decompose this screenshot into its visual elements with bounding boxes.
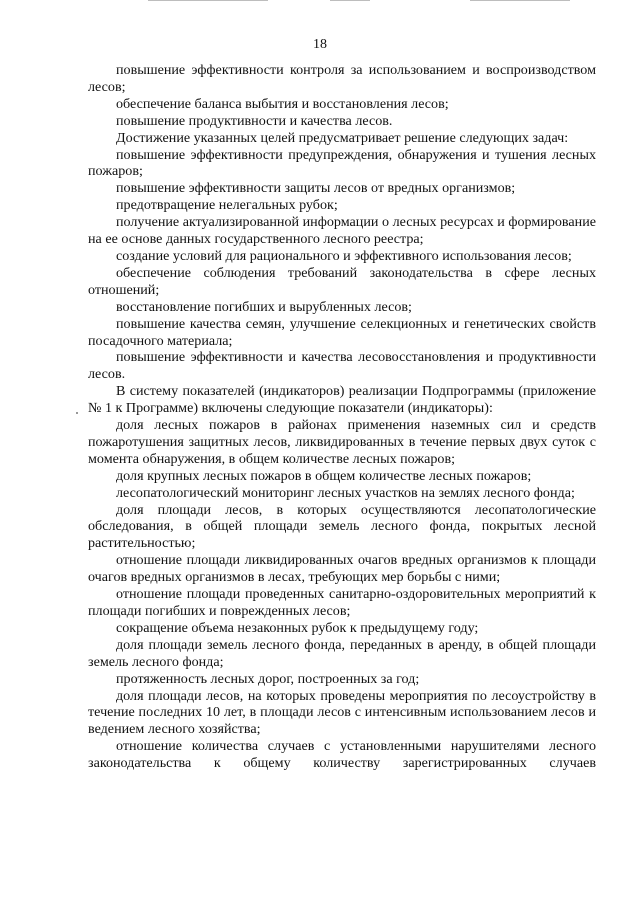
paragraph: В систему показателей (индикаторов) реализации Подпрограммы (приложение № 1 к Программе) включены следующие показатели (индикаторы): [88, 383, 596, 417]
paragraph: лесопатологический мониторинг лесных участков на землях лесного фонда; [116, 484, 575, 501]
paragraph: создание условий для рационального и эффективного использования лесов; [116, 247, 572, 264]
paragraph: обеспечение баланса выбытия и восстановления лесов; [116, 95, 449, 112]
paragraph: доля площади лесов, на которых проведены мероприятия по лесоустройству в течение последних 10 лет, в площади лесов с интенсивным использованием лесов и ведением лесного хозяйства; [88, 687, 596, 738]
paragraph: доля крупных лесных пожаров в общем количестве лесных пожаров; [116, 467, 532, 484]
document-body [88, 62, 596, 772]
paragraph: доля лесных пожаров в районах применения наземных сил и средств пожаротушения защитных лесов, ликвидированных в течение первых двух суток с момента обнаружения, в общем количестве лесных пожаров; [88, 417, 596, 467]
paragraph: повышение продуктивности и качества лесов. [116, 112, 393, 129]
scan-edge-mark [330, 0, 370, 1]
paragraph: повышение качества семян, улучшение селекционных и генетических свойств посадочного материала; [88, 315, 596, 349]
paragraph: доля площади лесов, в которых осуществляются лесопатологические обследования, в общей площади земель лесного фонда, покрытых лесной растительностью; [88, 501, 596, 552]
scan-edge-mark [470, 0, 570, 1]
paragraph: отношение площади ликвидированных очагов вредных организмов к площади очагов вредных организмов в лесах, требующих мер борьбы с ними; [88, 552, 596, 586]
paragraph: повышение эффективности и качества лесовосстановления и продуктивности лесов. [88, 349, 596, 383]
paragraph: предотвращение нелегальных рубок; [116, 197, 338, 214]
paragraph: Достижение указанных целей предусматривает решение следующих задач: [116, 129, 569, 146]
paragraph: повышение эффективности контроля за использованием и воспроизводством лесов; [88, 62, 596, 95]
scan-speck [76, 412, 78, 414]
page-number: 18 [313, 37, 327, 52]
paragraph: протяженность лесных дорог, построенных за год; [116, 670, 420, 687]
paragraph: отношение площади проведенных санитарно-оздоровительных мероприятий к площади погибших и поврежденных лесов; [88, 586, 596, 619]
paragraph: доля площади земель лесного фонда, переданных в аренду, в общей площади земель лесного фонда; [88, 636, 596, 670]
paragraph: получение актуализированной информации о лесных ресурсах и формирование на ее основе данных государственного лесного реестра; [88, 214, 596, 248]
paragraph: обеспечение соблюдения требований законодательства в сфере лесных отношений; [88, 264, 596, 298]
scan-edge-mark [148, 0, 268, 1]
paragraph: повышение эффективности предупреждения, обнаружения и тушения лесных пожаров; [88, 146, 596, 180]
paragraph: сокращение объема незаконных рубок к предыдущему году; [116, 619, 479, 636]
paragraph: отношение количества случаев с установленными нарушителями лесного законодательства к общему количеству зарегистрированных случаев [88, 738, 596, 772]
paragraph: повышение эффективности защиты лесов от вредных организмов; [116, 180, 516, 197]
paragraph: восстановление погибших и вырубленных лесов; [116, 298, 412, 315]
